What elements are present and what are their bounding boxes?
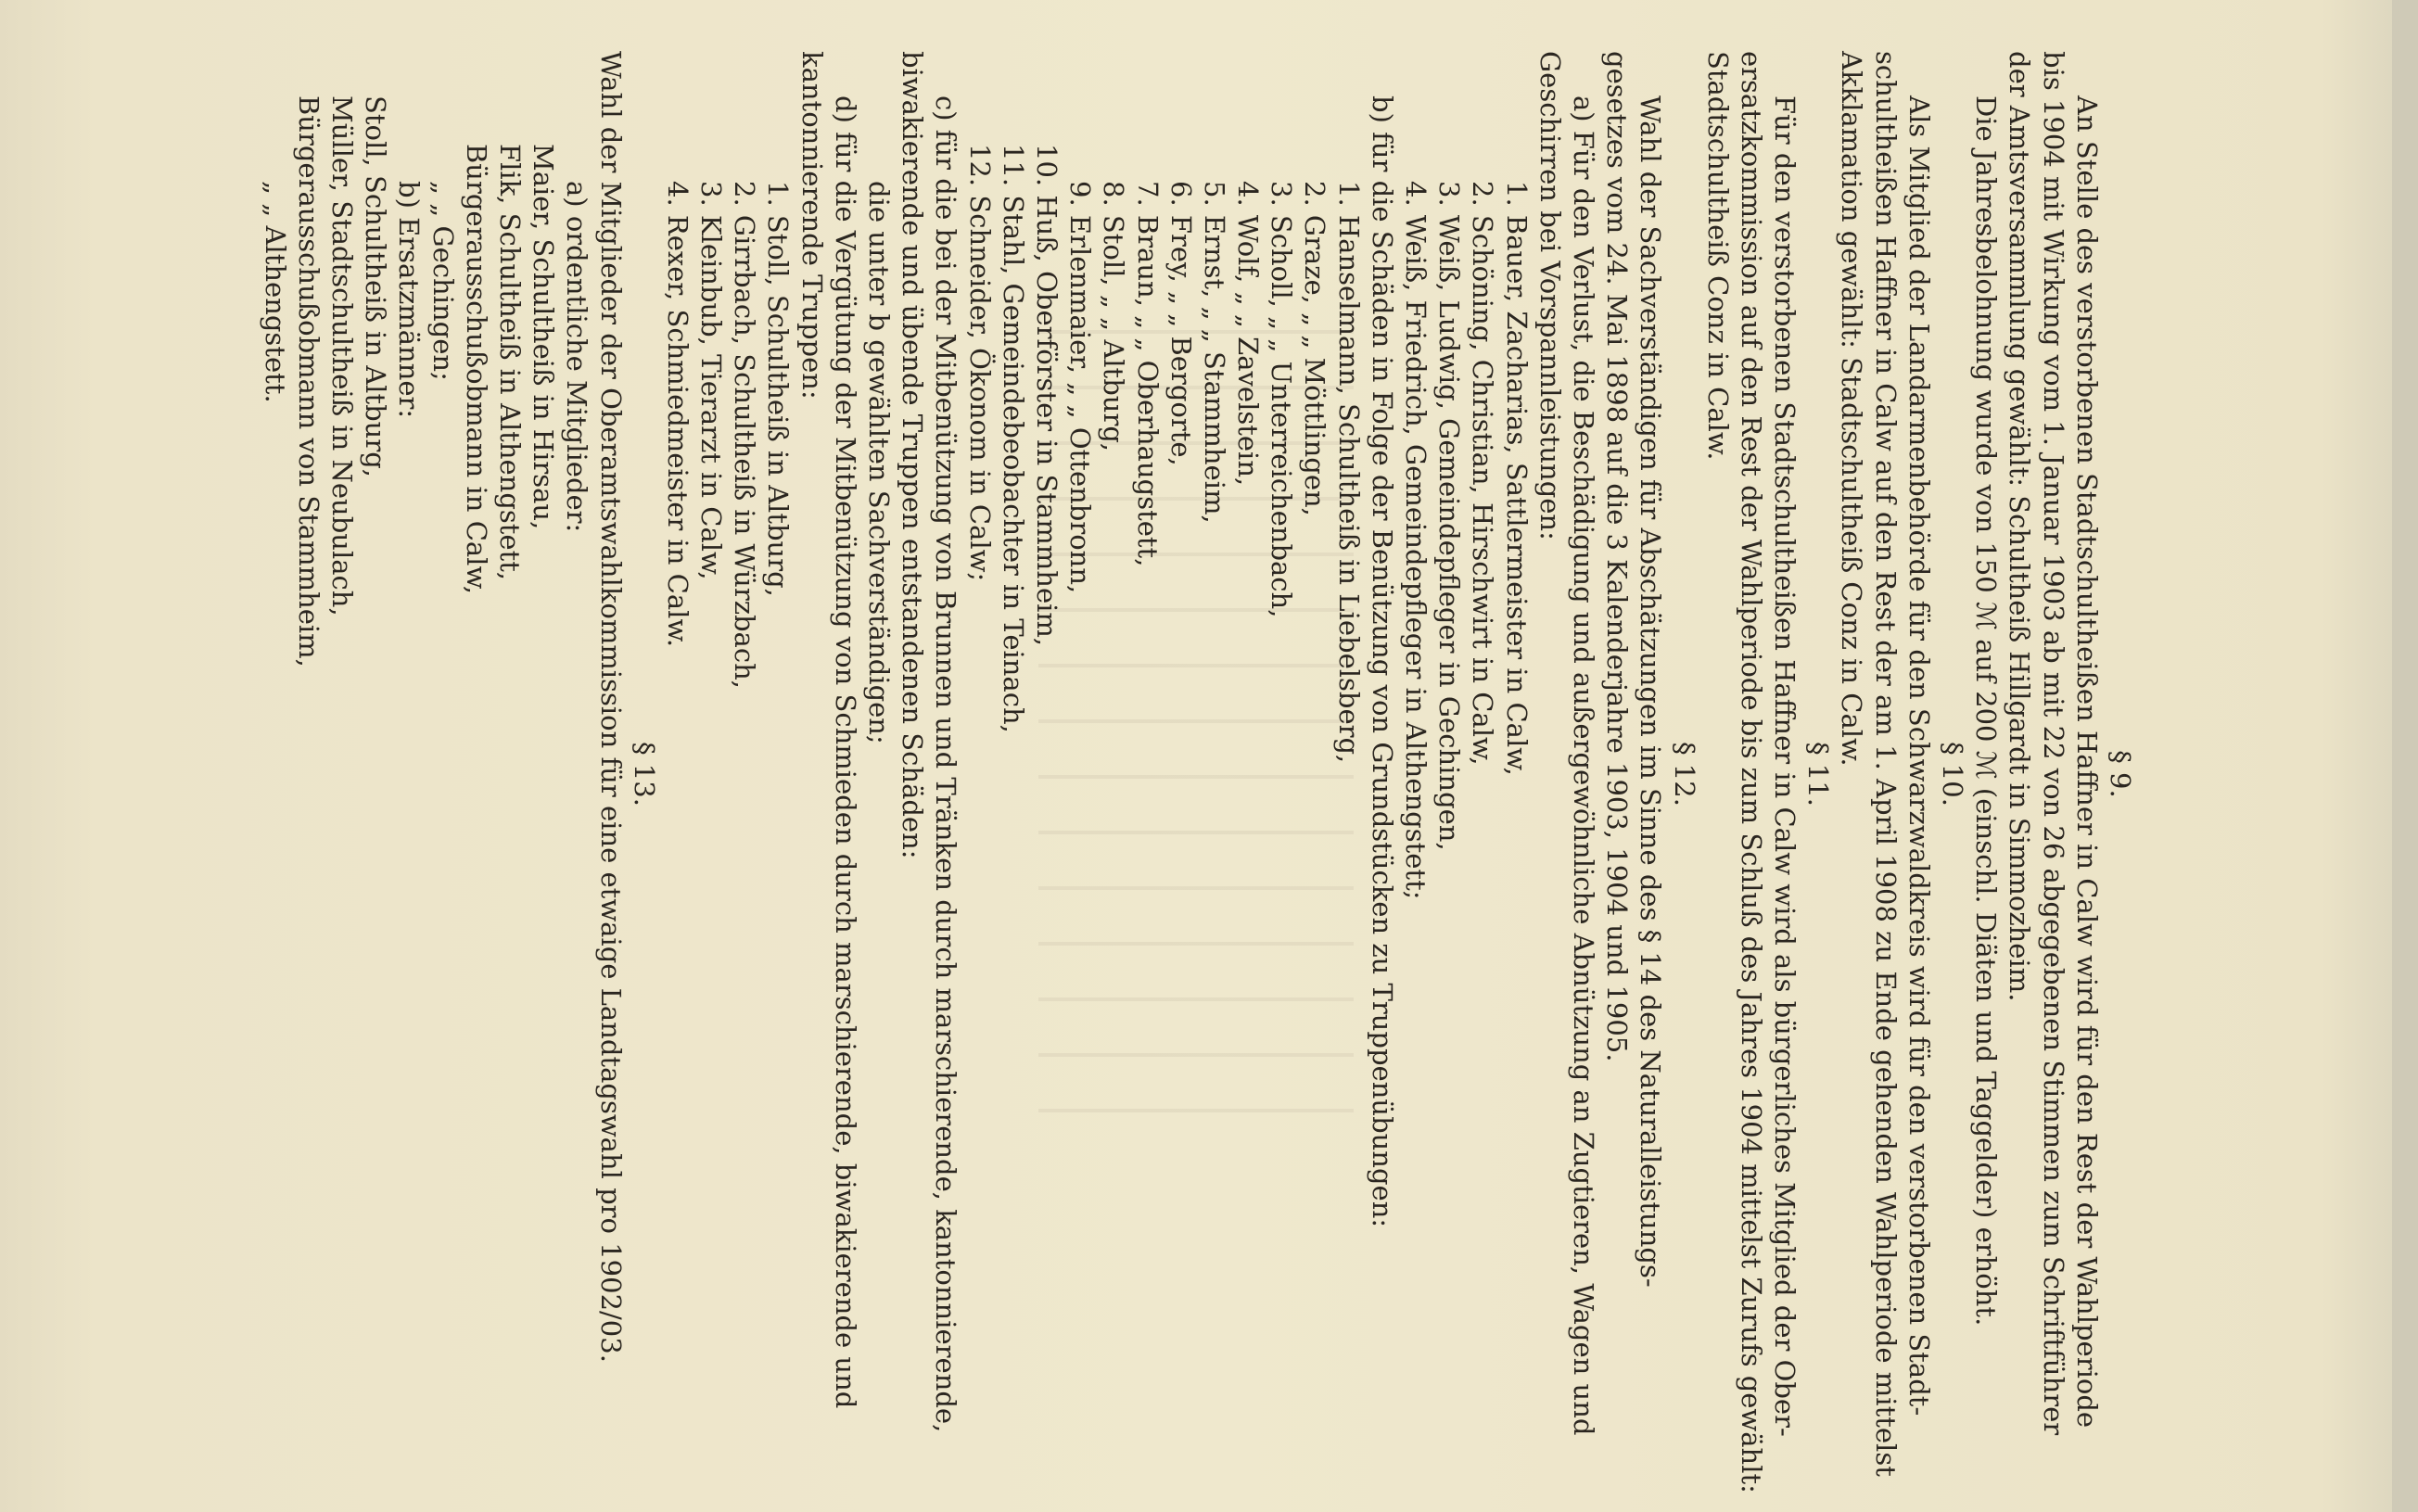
s12-c-line-2: biwakierende und übende Truppen entstandenen Schäden: [897,51,929,859]
s13-b-line-1: Stoll, Schultheiß in Altburg, [360,95,392,477]
s11-line-3: Stadtschultheiß Conz in Calw. [1701,51,1734,461]
s12-b-item-4: 4. Wolf, „ „ Zavelstein, [1232,181,1265,487]
s12-a-item-3: 3. Weiß, Ludwig, Gemeindepfleger in Gechingen, [1433,181,1466,851]
s9-line-2: bis 1904 mit Wirkung vom 1. Januar 1903 ab mit 22 von 26 abgegebenen Stimmen zum Schriftführer [2037,51,2069,1436]
s12-intro-3: a) Für den Verlust, die Beschädigung und außergewöhnliche Abnützung an Zugtieren, Wagen und [1568,95,1599,1436]
section-heading-13: § 13. [628,742,660,807]
s13-a-line-1: Maier, Schultheiß in Hirsau, [528,144,560,530]
s12-b-item-3: 3. Scholl, „ „ Unterreichenbach, [1266,181,1298,618]
section-heading-10: § 10. [1937,742,1969,807]
s12-b-item-8: 8. Stoll, „ „ Altburg, [1098,181,1130,452]
s12-intro-4: Geschirren bei Vorspannleistungen: [1534,51,1566,540]
s12-b-item-5: 5. Ernst, „ „ Stammheim, [1198,181,1230,524]
s12-b-item-2: 2. Graze, „ „ Möttlingen, [1299,181,1331,516]
s12-b-item-10: 10. Huß, Oberförster in Stammheim, [1031,144,1063,647]
s9-line-1: An Stelle des verstorbenen Stadtschultheißen Haffner in Calw wird für den Rest der Wahlperiode [2070,95,2103,1429]
s11-line-2: ersatzkommission auf den Rest der Wahlperiode bis zum Schluß des Jahres 1904 mittelst Zurufs gewählt: [1735,51,1767,1493]
s12-b-item-12: 12. Schneider, Ökonom in Calw; [963,144,996,582]
rotated-document-page [259,51,2137,1497]
s12-d-item-3: 3. Kleinbub, Tierarzt in Calw, [695,181,728,580]
s13-b-line-4: „ „ Althengstett. [259,181,291,403]
s12-d-item-2: 2. Girrbach, Schultheiß in Würzbach, [729,181,761,689]
s12-intro-1: Wahl der Sachverständigen für Abschätzungen im Sinne des § 14 des Naturalleistungs- [1635,95,1667,1288]
s12-b-item-11: 11. Stahl, Gemeindebeobachter in Teinach, [997,144,1029,733]
page-edge [2392,0,2418,1512]
s13-a-line-3: Bürgerausschußobmann in Calw, [460,144,492,595]
section-heading-11: § 11. [1802,742,1835,807]
s10-line-1: Als Mitglied der Landarmenbehörde für den Schwarzwaldkreis wird für den verstorbenen Stadt- [1903,95,1935,1417]
s12-b-item-6: 6. Frey, „ „ Bergorte, [1164,181,1197,466]
section-heading-9: § 9. [2105,750,2136,798]
s12-a-item-2: 2. Schöning, Christian, Hirschwirt in Calw, [1467,181,1499,766]
s12-b-item-9: 9. Erlenmaier, „ „ Ottenbronn, [1064,181,1097,594]
s12-b-item-7: 7. Braun, „ „ Oberhaugstett, [1131,181,1164,567]
s9-line-4: Die Jahresbelohnung wurde von 150 ℳ auf 200 ℳ (einschl. Diäten und Taggelder) erhöht. [1970,95,2003,1327]
s10-line-3: Akklamation gewählt: Stadtschultheiß Conz in Calw. [1836,51,1868,767]
s13-b-line-3: Bürgerausschußobmann von Stammheim, [292,95,325,667]
s12-a-item-1: 1. Bauer, Zacharias, Sattlermeister in Calw, [1500,181,1533,776]
s12-d-item-4: 4. Rexer, Schmiedmeister in Calw. [661,181,694,648]
s12-intro-2: gesetzes vom 24. Mai 1898 auf die 3 Kalenderjahre 1903, 1904 und 1905. [1601,51,1634,1062]
s12-c-line-1: c) für die bei der Mitbenützung von Brunnen und Tränken durch marschierende, kantonnierende, [930,95,962,1433]
s12-b-item-1: 1. Hanselmann, Schultheiß in Liebelsberg, [1332,181,1365,764]
s13-intro: Wahl der Mitglieder der Oberamtswahlkommission für eine etwaige Landtagswahl pro 1902/03. [594,51,627,1363]
s9-line-3: der Amtsversammlung gewählt: Schultheiß Hillgardt in Simmozheim. [2004,51,2036,1002]
s12-d-line-1: d) für die Vergütung der Mitbenützung von Schmieden durch marschierende, biwakierende und [829,95,861,1409]
section-heading-12: § 12. [1668,742,1700,807]
s12-b-intro: b) für die Schäden in Folge der Benützung von Grundstücken zu Truppenübungen: [1366,95,1398,1228]
s13-a-line-2: Flik, Schultheiß in Althengstett, [494,144,526,581]
s12-a-item-4: 4. Weiß, Friedrich, Gemeindepfleger in Althengstett; [1400,181,1432,900]
s12-d-line-2: kantonnierende Truppen: [795,51,828,400]
s12-d-item-1: 1. Stoll, Schultheiß in Altburg, [762,181,795,597]
s11-line-1: Für den verstorbenen Stadtschultheißen Haffner in Calw wird als bürgerliches Mitglied der Ober- [1769,95,1801,1437]
s13-a-line-4: „ „ Gechingen; [426,181,459,381]
s12-c-line-3: die unter b gewählten Sachverständigen; [863,181,896,744]
s13-a-label: a) ordentliche Mitglieder: [561,181,593,533]
s13-b-line-2: Müller, Stadtschultheiß in Neubulach, [326,95,359,616]
s10-line-2: schultheißen Haffner in Calw auf den Rest der am 1. April 1908 zu Ende gehenden Wahlperiode mittelst [1869,51,1902,1477]
s13-b-label: b) Ersatzmänner: [393,181,426,419]
